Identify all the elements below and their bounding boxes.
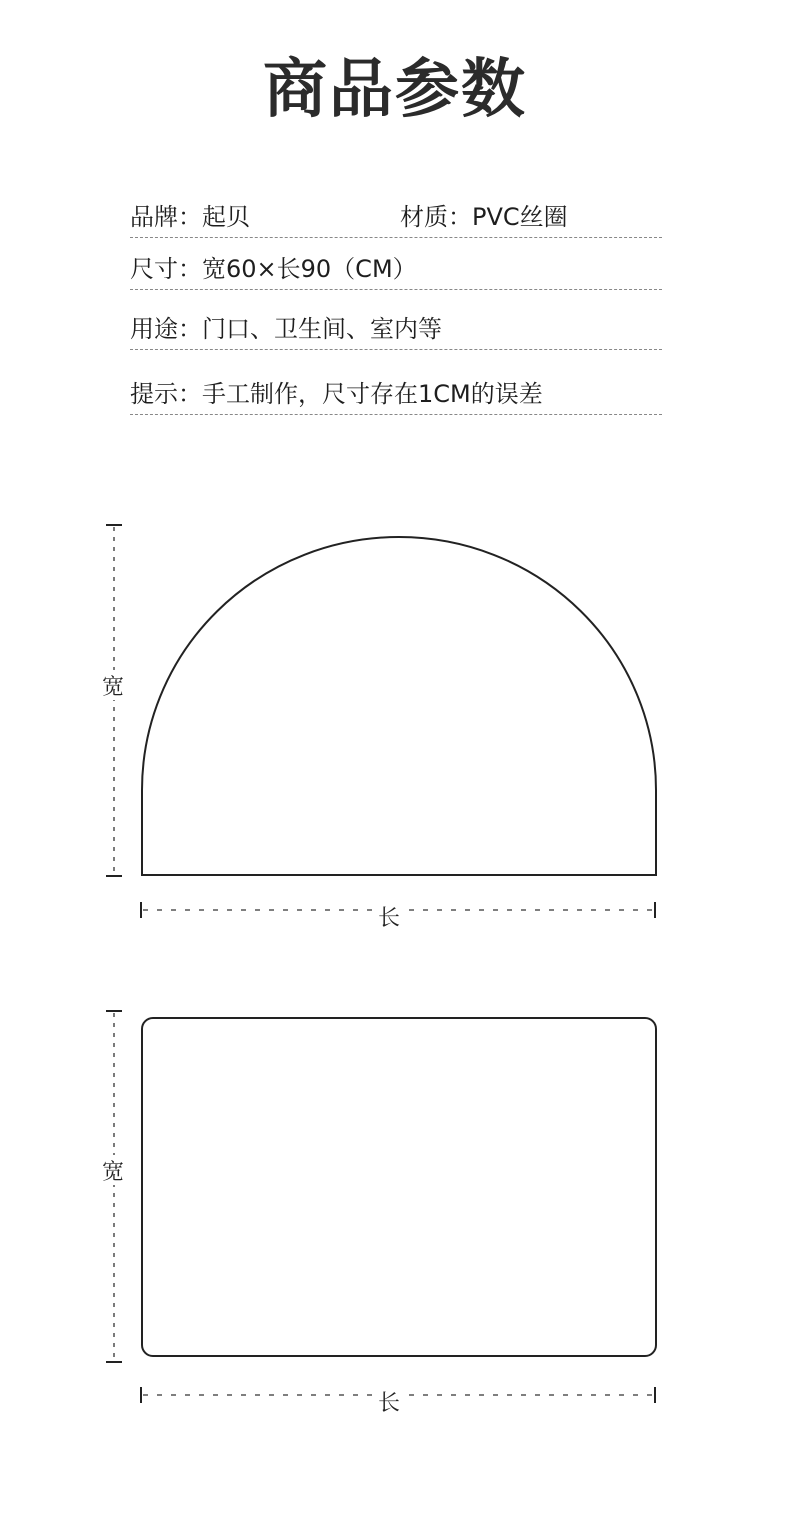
param-row-usage (130, 312, 662, 350)
page-title: 商品参数 (263, 53, 527, 127)
param-material: 材质：PVC丝圈 (400, 203, 568, 231)
length-label: 长 (377, 906, 401, 931)
semicircle-diagram (0, 500, 790, 950)
param-row-brand-material (130, 200, 662, 238)
param-size: 尺寸：宽60×长90（CM） (130, 255, 417, 283)
param-row-size (130, 252, 662, 290)
param-row-tip (130, 377, 662, 415)
rectangle-shape (142, 1018, 656, 1356)
param-usage: 用途：门口、卫生间、室内等 (130, 315, 442, 343)
semicircle-shape (142, 537, 656, 875)
width-label: 宽 (101, 675, 125, 700)
length-label: 长 (377, 1391, 401, 1416)
param-brand: 品牌：起贝 (130, 203, 250, 231)
param-tip: 提示：手工制作，尺寸存在1CM的误差 (130, 380, 543, 408)
width-label: 宽 (101, 1160, 125, 1185)
rectangle-diagram (0, 1000, 790, 1430)
